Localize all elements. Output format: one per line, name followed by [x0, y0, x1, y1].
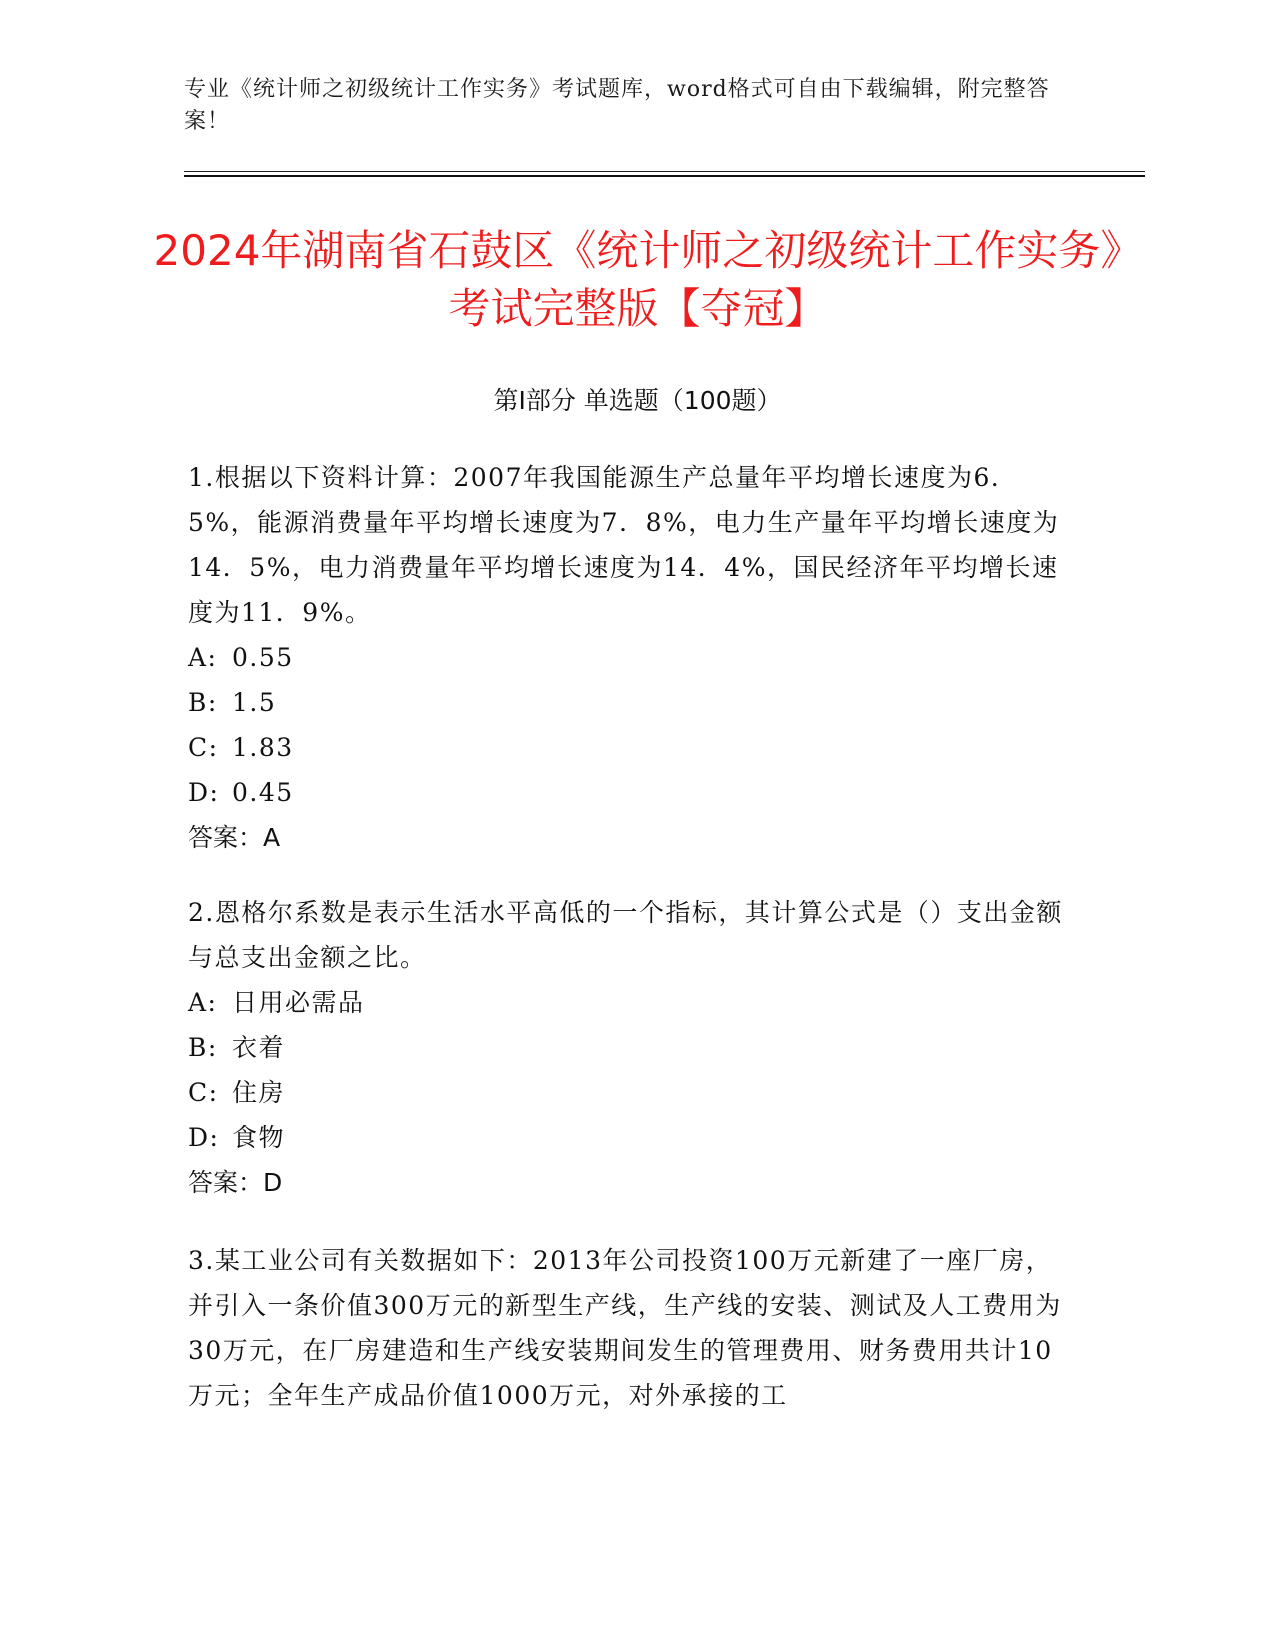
header-rule-thick [184, 175, 1145, 177]
option-value: 0.45 [232, 778, 294, 807]
option-key: C: [188, 733, 219, 762]
option-value: 日用必需品 [232, 988, 365, 1017]
option-value: 1.83 [232, 733, 294, 762]
question-2 [188, 890, 1068, 1205]
option-value: 住房 [232, 1078, 286, 1107]
option-d [188, 1115, 1068, 1160]
question-text: 2.恩格尔系数是表示生活水平高低的一个指标，其计算公式是（）支出金额与总支出金额之比。 [188, 898, 1063, 972]
option-value: 1.5 [232, 688, 277, 717]
option-value: 0.55 [232, 643, 294, 672]
option-value: 衣着 [232, 1033, 286, 1062]
answer: 答案：D [188, 1168, 283, 1197]
option-b [188, 680, 1068, 725]
header-rule-thin [184, 171, 1145, 172]
question-1 [188, 455, 1068, 860]
option-key: B: [188, 1033, 218, 1062]
answer: 答案：A [188, 823, 281, 852]
option-a [188, 980, 1068, 1025]
option-key: D: [188, 778, 220, 807]
header-note: 专业《统计师之初级统计工作实务》考试题库，word格式可自由下载编辑，附完整答案！ [184, 77, 1050, 134]
option-key: A: [188, 988, 218, 1017]
option-key: A: [188, 643, 218, 672]
option-b [188, 1025, 1068, 1070]
option-c [188, 1070, 1068, 1115]
option-key: D: [188, 1123, 220, 1152]
document-title: 2024年湖南省石鼓区《统计师之初级统计工作实务》考试完整版【夺冠】 [153, 226, 1122, 333]
option-key: B: [188, 688, 218, 717]
option-d [188, 770, 1068, 815]
option-key: C: [188, 1078, 219, 1107]
option-value: 食物 [232, 1123, 286, 1152]
question-3 [188, 1238, 1068, 1418]
section-title: 第I部分 单选题（100题） [493, 386, 782, 415]
question-text: 3.某工业公司有关数据如下：2013年公司投资100万元新建了一座厂房，并引入一条价值300万元的新型生产线，生产线的安装、测试及人工费用为30万元，在厂房建造和生产线安装期间发生的管理费用、财务费用共计10万元；全年生产成品价值1000万元，对外承接的工 [188, 1246, 1062, 1410]
question-text: 1.根据以下资料计算：2007年我国能源生产总量年平均增长速度为6．5%，能源消费量年平均增长速度为7．8%，电力生产量年平均增长速度为14．5%，电力消费量年平均增长速度为14．4%，国民经济年平均增长速度为11．9%。 [188, 463, 1060, 627]
option-a [188, 635, 1068, 680]
option-c [188, 725, 1068, 770]
